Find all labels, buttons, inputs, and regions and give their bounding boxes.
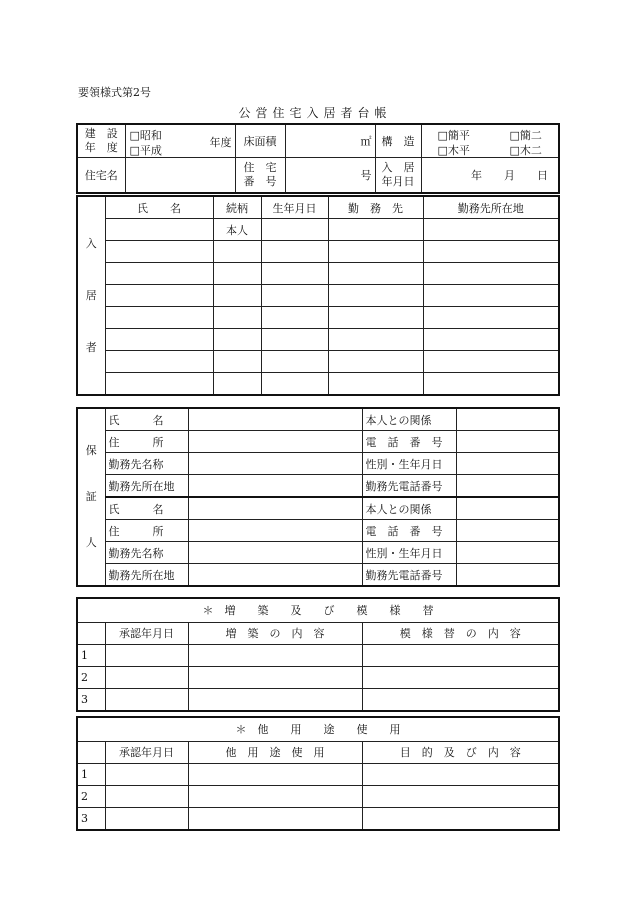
table-row [77, 219, 559, 241]
cell[interactable] [423, 219, 559, 241]
heisei-checkbox[interactable]: □平成 [129, 144, 162, 157]
cell[interactable] [328, 219, 423, 241]
col-header-approval-date: 承認年月日 [105, 622, 188, 644]
side-char: 居 [85, 288, 97, 302]
cell[interactable] [213, 307, 261, 329]
structure-option-4[interactable]: □木二 [509, 144, 542, 157]
cell[interactable] [423, 263, 559, 285]
cell[interactable] [261, 329, 328, 351]
row-number: 2 [77, 785, 105, 807]
cell[interactable] [105, 785, 188, 807]
field-label: 本人との関係 [362, 497, 456, 520]
cell[interactable] [188, 644, 362, 666]
row-number: 1 [77, 644, 105, 666]
table-row [77, 644, 559, 666]
self-relation: 本人 [226, 223, 248, 237]
table-row [77, 351, 559, 373]
cell[interactable] [105, 263, 213, 285]
table-row [77, 785, 559, 807]
table-row [77, 688, 559, 711]
cell[interactable] [188, 431, 362, 453]
cell[interactable] [261, 241, 328, 263]
cell[interactable] [213, 373, 261, 396]
floor-area-label: 床面積 [235, 124, 285, 157]
cell[interactable] [261, 351, 328, 373]
cell[interactable] [362, 688, 559, 711]
structure-option-3[interactable]: □木平 [437, 144, 470, 157]
cell[interactable] [105, 307, 213, 329]
structure-option-1[interactable]: □簡平 [437, 129, 470, 142]
field-label: 本人との関係 [362, 408, 456, 431]
renovation-title: ＊ 増 築 及 び 模 様 替 [77, 598, 559, 622]
cell[interactable] [188, 542, 362, 564]
cell[interactable] [213, 329, 261, 351]
cell[interactable] [188, 785, 362, 807]
cell[interactable] [423, 307, 559, 329]
cell[interactable] [423, 241, 559, 263]
side-char: 証 [85, 490, 97, 503]
field-label: 勤務先電話番号 [362, 564, 456, 587]
field-label: 住 所 [105, 520, 188, 542]
side-char: 者 [85, 340, 97, 354]
cell[interactable] [423, 285, 559, 307]
header-table [76, 123, 560, 194]
residents-table [76, 195, 560, 396]
cell[interactable] [456, 497, 559, 520]
cell[interactable] [105, 351, 213, 373]
cell[interactable] [105, 644, 188, 666]
side-char: 人 [85, 536, 97, 549]
guarantor-side-label [77, 408, 105, 586]
structure-field[interactable] [421, 124, 559, 157]
field-label: 電 話 番 号 [362, 520, 456, 542]
field-label: 性別・生年月日 [362, 453, 456, 475]
cell[interactable] [213, 219, 261, 241]
cell[interactable] [456, 475, 559, 498]
residents-side-label [77, 196, 105, 395]
cell[interactable] [261, 219, 328, 241]
floor-area-field[interactable] [285, 124, 375, 157]
field-label: 性別・生年月日 [362, 542, 456, 564]
form-id: 要領様式第2号 [78, 86, 151, 99]
col-header-relation: 続柄 [213, 196, 261, 219]
row-number: 3 [77, 807, 105, 830]
cell[interactable] [188, 453, 362, 475]
table-row [77, 763, 559, 785]
table-row [77, 329, 559, 351]
cell[interactable] [456, 453, 559, 475]
field-label: 勤務先名称 [105, 453, 188, 475]
cell[interactable] [456, 542, 559, 564]
side-char: 保 [85, 444, 97, 457]
cell[interactable] [328, 285, 423, 307]
cell[interactable] [362, 666, 559, 688]
structure-option-2[interactable]: □簡二 [509, 129, 542, 142]
renovation-table [76, 597, 560, 712]
cell[interactable] [213, 241, 261, 263]
move-in-label: 入 居 年月日 [375, 157, 421, 193]
cell[interactable] [261, 285, 328, 307]
cell[interactable] [261, 307, 328, 329]
cell[interactable] [188, 688, 362, 711]
cell[interactable] [328, 373, 423, 396]
cell[interactable] [188, 408, 362, 431]
cell[interactable] [188, 763, 362, 785]
cell[interactable] [105, 241, 213, 263]
cell[interactable] [105, 666, 188, 688]
cell[interactable] [105, 807, 188, 830]
move-in-date-field[interactable] [421, 157, 559, 193]
sqm-unit: ㎡ [360, 134, 372, 148]
cell[interactable] [105, 219, 213, 241]
col-header-name: 氏 名 [105, 196, 213, 219]
go-label: 号 [360, 168, 372, 182]
cell[interactable] [105, 285, 213, 307]
cell[interactable] [328, 329, 423, 351]
col-header-remodel: 模 様 替 の 内 容 [362, 622, 559, 644]
col-header-extension: 増 築 の 内 容 [188, 622, 362, 644]
table-row [77, 373, 559, 396]
cell[interactable] [105, 373, 213, 396]
cell[interactable] [328, 241, 423, 263]
cell[interactable] [188, 497, 362, 520]
build-year-label: 建 設 年 度 [77, 124, 125, 157]
field-label: 氏 名 [105, 497, 188, 520]
table-row [77, 263, 559, 285]
cell[interactable] [105, 688, 188, 711]
cell[interactable] [423, 329, 559, 351]
structure-label: 構 造 [375, 124, 421, 157]
cell[interactable] [362, 644, 559, 666]
other-use-title: ＊ 他 用 途 使 用 [77, 717, 559, 741]
guarantor-table [76, 407, 560, 587]
field-label: 勤務先所在地 [105, 475, 188, 498]
table-row [77, 807, 559, 830]
page-title: 公営住宅入居者台帳 [238, 106, 392, 120]
build-year-field[interactable] [125, 124, 235, 157]
cell[interactable] [456, 520, 559, 542]
housing-number-label: 住 宅 番 号 [235, 157, 285, 193]
cell [77, 741, 105, 763]
cell[interactable] [188, 475, 362, 498]
cell[interactable] [362, 785, 559, 807]
table-row [77, 666, 559, 688]
housing-name-field[interactable] [125, 157, 235, 193]
table-row [77, 307, 559, 329]
cell[interactable] [362, 807, 559, 830]
cell[interactable] [213, 285, 261, 307]
cell[interactable] [328, 263, 423, 285]
showa-checkbox[interactable]: □昭和 [129, 129, 162, 142]
col-header-workplace: 勤 務 先 [328, 196, 423, 219]
cell[interactable] [261, 373, 328, 396]
side-char: 入 [85, 236, 97, 250]
cell[interactable] [456, 408, 559, 431]
cell[interactable] [188, 666, 362, 688]
col-header-other-use: 他 用 途 使 用 [188, 741, 362, 763]
cell[interactable] [105, 329, 213, 351]
row-number: 2 [77, 666, 105, 688]
housing-name-label: 住宅名 [77, 157, 125, 193]
cell[interactable] [456, 564, 559, 587]
cell[interactable] [105, 763, 188, 785]
field-label: 氏 名 [105, 408, 188, 431]
field-label: 電 話 番 号 [362, 431, 456, 453]
col-header-purpose: 目 的 及 び 内 容 [362, 741, 559, 763]
col-header-workplace-address: 勤務先所在地 [423, 196, 559, 219]
cell[interactable] [423, 373, 559, 396]
col-header-birthdate: 生年月日 [261, 196, 328, 219]
cell [77, 622, 105, 644]
row-number: 3 [77, 688, 105, 711]
field-label: 勤務先電話番号 [362, 475, 456, 498]
field-label: 住 所 [105, 431, 188, 453]
cell[interactable] [328, 307, 423, 329]
field-label: 勤務先名称 [105, 542, 188, 564]
cell[interactable] [188, 807, 362, 830]
other-use-table [76, 716, 560, 831]
cell[interactable] [328, 351, 423, 373]
date-label: 年 月 日 [471, 168, 548, 182]
row-number: 1 [77, 763, 105, 785]
cell[interactable] [213, 263, 261, 285]
col-header-approval-date: 承認年月日 [105, 741, 188, 763]
cell[interactable] [423, 351, 559, 373]
table-row [77, 241, 559, 263]
table-row [77, 285, 559, 307]
cell[interactable] [362, 763, 559, 785]
field-label: 勤務先所在地 [105, 564, 188, 587]
cell[interactable] [188, 564, 362, 587]
cell[interactable] [188, 520, 362, 542]
cell[interactable] [456, 431, 559, 453]
nendo-label: 年度 [209, 136, 232, 149]
housing-number-field[interactable] [285, 157, 375, 193]
cell[interactable] [213, 351, 261, 373]
cell[interactable] [261, 263, 328, 285]
